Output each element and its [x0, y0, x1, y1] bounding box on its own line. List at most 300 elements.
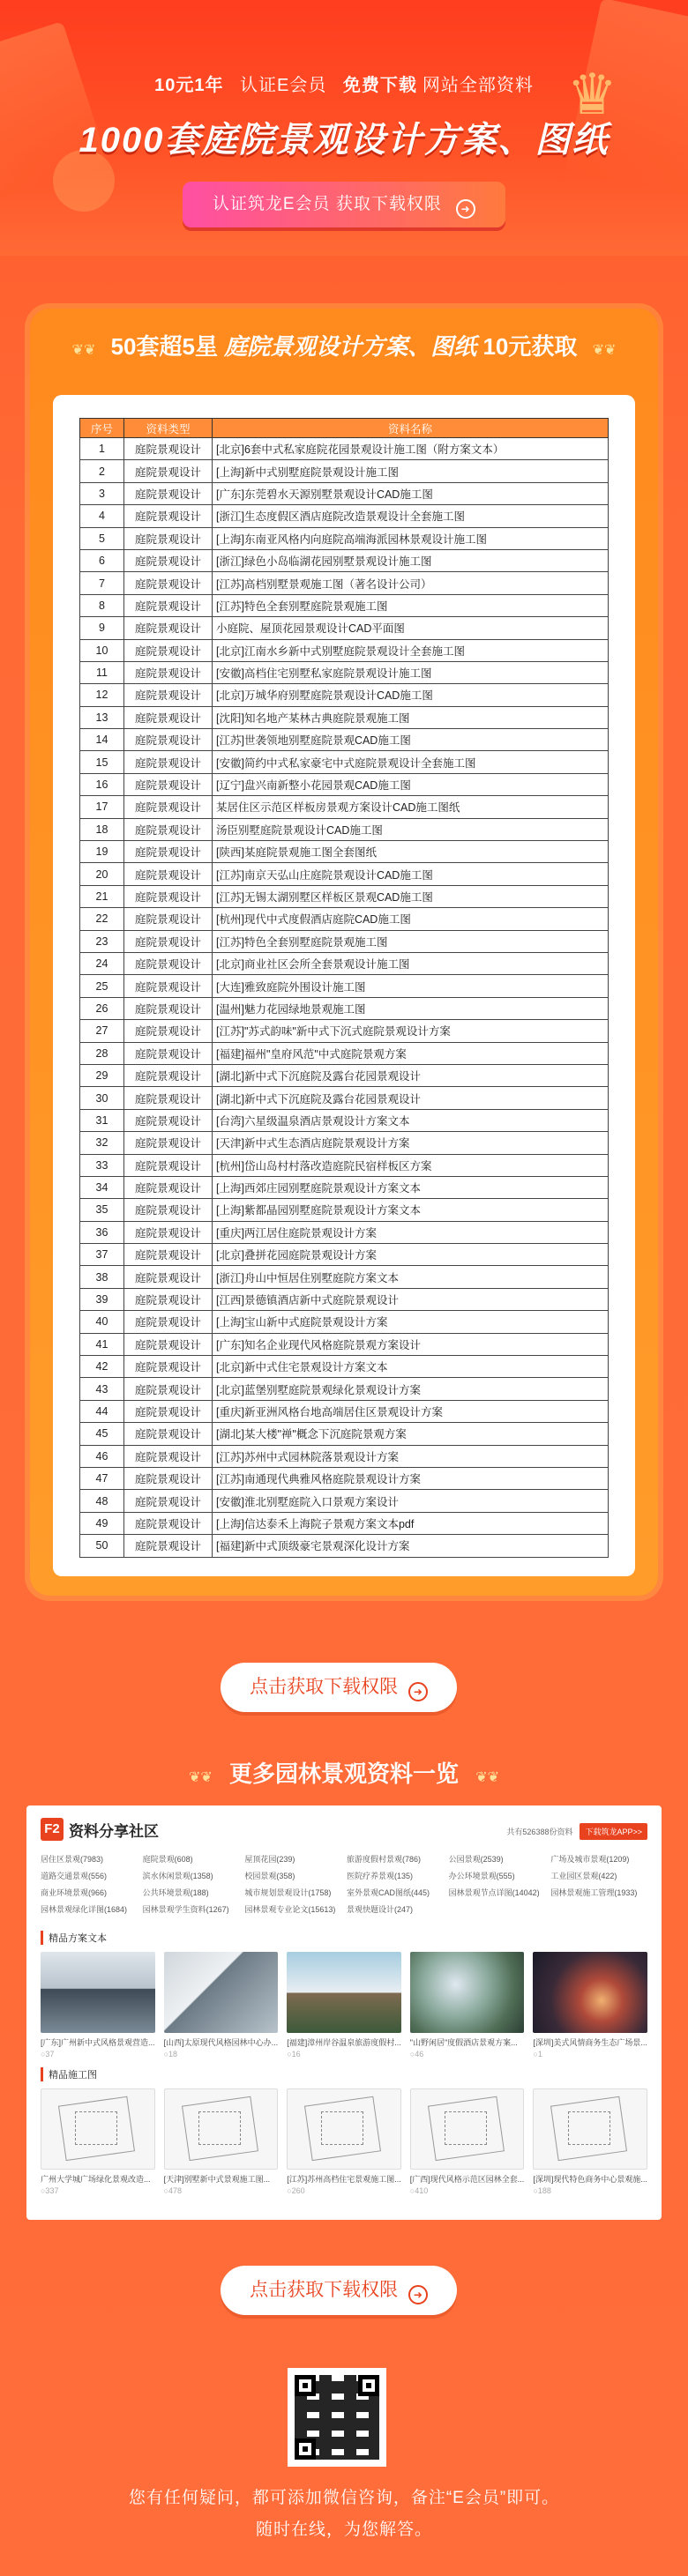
cell-type: 庭院景观设计: [124, 818, 213, 840]
cell-type: 庭院景观设计: [124, 1356, 213, 1378]
table-row[interactable]: [80, 729, 609, 751]
cell-index: 37: [80, 1244, 124, 1266]
cell-index: 17: [80, 796, 124, 818]
cell-index: 49: [80, 1512, 124, 1534]
hero-banner: [0, 0, 688, 256]
cell-index: 1: [80, 438, 124, 460]
category-link[interactable]: 道路交通景观(556): [41, 1872, 108, 1880]
leaf-left-icon: ❦❦: [71, 343, 96, 358]
cell-name: [江苏]苏州中式园林院落景观设计方案: [213, 1445, 609, 1467]
table-row[interactable]: [80, 1288, 609, 1310]
table-row[interactable]: [80, 1176, 609, 1198]
get-download-button[interactable]: [221, 1663, 457, 1712]
table-row[interactable]: [80, 684, 609, 706]
cell-index: 7: [80, 572, 124, 594]
cell-type: 庭院景观设计: [124, 438, 213, 460]
cell-index: 5: [80, 527, 124, 549]
cell-name: [上海]东南亚风格内向庭院高端海派园林景观设计施工图: [213, 527, 609, 549]
cell-type: 庭院景观设计: [124, 1467, 213, 1489]
table-row[interactable]: [80, 1064, 609, 1086]
column-header-type: 资料类型: [124, 419, 213, 438]
cell-type: 庭院景观设计: [124, 1109, 213, 1131]
cell-index: 22: [80, 908, 124, 930]
table-row[interactable]: [80, 773, 609, 795]
table-row[interactable]: [80, 1400, 609, 1422]
user-count: 共有526388份资料: [506, 1828, 573, 1836]
cell-name: [湖北]某大楼"禅"概念下沉庭院景观方案: [213, 1423, 609, 1445]
cell-index: 3: [80, 482, 124, 504]
resource-table-card: [53, 395, 635, 1576]
cell-type: 庭院景观设计: [124, 908, 213, 930]
table-row[interactable]: [80, 549, 609, 571]
cell-type: 庭院景观设计: [124, 549, 213, 571]
table-row[interactable]: [80, 796, 609, 818]
crown-icon: ♛: [566, 63, 617, 126]
thumbnail-card[interactable]: [164, 1952, 279, 2059]
category-link[interactable]: 滨水休闲景观(1358): [142, 1872, 213, 1880]
table-row[interactable]: [80, 617, 609, 639]
thumbnail-card[interactable]: [164, 2088, 279, 2195]
cell-name: [北京]6套中式私家庭院花园景观设计施工图（附方案文本）: [213, 438, 609, 460]
cell-name: [江苏]特色全套别墅庭院景观施工图: [213, 930, 609, 952]
table-row[interactable]: [80, 527, 609, 549]
category-link[interactable]: 园林景观施工管理(1933): [550, 1888, 638, 1897]
cell-index: 24: [80, 952, 124, 974]
cell-name: [北京]叠拼花园庭院景观设计方案: [213, 1244, 609, 1266]
cell-name: [北京]商业社区会所全套景观设计施工图: [213, 952, 609, 974]
drawing-section-title: 精品施工图: [41, 2067, 647, 2081]
thumbnail-image: [287, 2088, 401, 2170]
cell-index: 8: [80, 594, 124, 616]
cell-type: 庭院景观设计: [124, 661, 213, 683]
cell-type: 庭院景观设计: [124, 751, 213, 773]
resource-table: [79, 418, 609, 1558]
table-row[interactable]: [80, 818, 609, 840]
cell-index: 30: [80, 1087, 124, 1109]
cell-name: [上海]紫都晶园别墅庭院景观设计方案文本: [213, 1199, 609, 1221]
leaf-right-icon: ❦❦: [592, 343, 617, 358]
thumbnail-caption: [福建]漳州岸谷温泉旅游度假村...: [287, 2038, 401, 2047]
cell-type: 庭院景观设计: [124, 796, 213, 818]
cell-index: 19: [80, 841, 124, 863]
cell-name: [福建]新中式顶级豪宅景观深化设计方案: [213, 1535, 609, 1557]
leaf-right-icon: ❦❦: [475, 1770, 500, 1785]
get-download-label: 点击获取下载权限: [250, 1677, 399, 1697]
cell-name: [陕西]某庭院景观施工图全套图纸: [213, 841, 609, 863]
cell-index: 15: [80, 751, 124, 773]
table-row[interactable]: [80, 706, 609, 728]
cell-index: 13: [80, 706, 124, 728]
category-link[interactable]: 工业园区景观(422): [550, 1872, 617, 1880]
certify-member-button[interactable]: [183, 182, 505, 227]
thumbnail-views: ○16: [287, 2050, 301, 2059]
thumbnail-image: [533, 1952, 647, 2033]
cell-index: 40: [80, 1311, 124, 1333]
cell-type: 庭院景观设计: [124, 1311, 213, 1333]
panel-heading-prefix: 50套超5星: [110, 333, 218, 360]
cell-index: 9: [80, 617, 124, 639]
table-row[interactable]: [80, 1311, 609, 1333]
category-link[interactable]: 城市规划景观设计(1758): [244, 1888, 332, 1897]
cell-index: 6: [80, 549, 124, 571]
cell-index: 14: [80, 729, 124, 751]
table-row[interactable]: [80, 1423, 609, 1445]
scheme-thumbnails: [41, 1952, 647, 2059]
table-row[interactable]: [80, 1378, 609, 1400]
table-row[interactable]: [80, 594, 609, 616]
table-row[interactable]: [80, 1244, 609, 1266]
category-link[interactable]: 医院疗养景观(135): [346, 1872, 413, 1880]
table-row[interactable]: [80, 1199, 609, 1221]
cell-index: 36: [80, 1221, 124, 1243]
category-grid: [41, 1853, 647, 1915]
thumbnail-image: [410, 2088, 525, 2170]
cell-index: 20: [80, 863, 124, 885]
cell-name: [上海]信达泰禾上海院子景观方案文本pdf: [213, 1512, 609, 1534]
category-link[interactable]: 园林景观专业论文(15613): [244, 1905, 336, 1914]
cell-type: 庭院景观设计: [124, 1244, 213, 1266]
table-row[interactable]: [80, 482, 609, 504]
table-row[interactable]: [80, 639, 609, 661]
cell-index: 39: [80, 1288, 124, 1310]
thumbnail-card[interactable]: [41, 1952, 155, 2059]
cell-type: 庭院景观设计: [124, 639, 213, 661]
get-download-button[interactable]: [221, 2266, 457, 2315]
table-row[interactable]: [80, 1490, 609, 1512]
category-link[interactable]: 办公环境景观(555): [448, 1872, 515, 1880]
page-title: 1000套庭院景观设计方案、图纸: [79, 121, 609, 160]
cell-index: 21: [80, 885, 124, 907]
thumbnail-caption: [广西]现代风格示范区园林全套...: [409, 2175, 525, 2184]
category-link[interactable]: 广场及城市景观(1209): [550, 1855, 630, 1864]
thumbnail-views: ○188: [533, 2186, 551, 2195]
cell-name: [安徽]简约中式私家豪宅中式庭院景观设计全套施工图: [213, 751, 609, 773]
thumbnail-card[interactable]: [410, 1952, 525, 2059]
table-row[interactable]: [80, 1042, 609, 1064]
cell-name: [台湾]六星级温泉酒店景观设计方案文本: [213, 1109, 609, 1131]
thumbnail-caption: [深圳]美式风情商务生态广场景...: [533, 2038, 647, 2047]
table-row[interactable]: [80, 1467, 609, 1489]
cell-index: 26: [80, 997, 124, 1019]
cell-index: 50: [80, 1535, 124, 1557]
cell-type: 庭院景观设计: [124, 952, 213, 974]
table-row[interactable]: [80, 1087, 609, 1109]
thumbnail-views: ○18: [163, 2050, 178, 2059]
table-row[interactable]: [80, 751, 609, 773]
cell-type: 庭院景观设计: [124, 505, 213, 527]
cell-name: [重庆]两江居住庭院景观设计方案: [213, 1221, 609, 1243]
category-link[interactable]: 校园景观(358): [244, 1872, 295, 1880]
table-row[interactable]: [80, 1109, 609, 1131]
cell-name: [福建]福州"皇府风范"中式庭院景观方案: [213, 1042, 609, 1064]
thumbnail-views: ○46: [409, 2050, 424, 2059]
table-row[interactable]: [80, 997, 609, 1019]
promo-rest: 网站全部资料: [422, 76, 534, 95]
cell-name: [湖北]新中式下沉庭院及露台花园景观设计: [213, 1064, 609, 1086]
category-link[interactable]: 公园景观(2539): [448, 1855, 504, 1864]
cell-index: 44: [80, 1400, 124, 1422]
qr-corner: [358, 2375, 379, 2396]
cell-index: 33: [80, 1154, 124, 1176]
cell-name: [沈阳]知名地产某林古典庭院景观施工图: [213, 706, 609, 728]
leaf-left-icon: ❦❦: [188, 1770, 213, 1785]
cell-type: 庭院景观设计: [124, 1512, 213, 1534]
category-link[interactable]: 公共环境景观(188): [142, 1888, 209, 1897]
cell-type: 庭院景观设计: [124, 1221, 213, 1243]
table-row[interactable]: [80, 460, 609, 482]
thumbnail-card[interactable]: [41, 2088, 155, 2195]
table-header-row: [80, 419, 609, 438]
thumbnail-image: [533, 2088, 647, 2170]
cursor-click-icon: ➜: [408, 1682, 428, 1701]
table-row[interactable]: [80, 1221, 609, 1243]
cell-type: 庭院景观设计: [124, 617, 213, 639]
cell-name: [上海]新中式别墅庭院景观设计施工图: [213, 460, 609, 482]
thumbnail-image: [41, 1952, 155, 2033]
cell-name: [温州]魅力花园绿地景观施工图: [213, 997, 609, 1019]
cell-type: 庭院景观设计: [124, 1333, 213, 1355]
cell-index: 31: [80, 1109, 124, 1131]
cell-type: 庭院景观设计: [124, 1266, 213, 1288]
thumbnail-card[interactable]: [287, 2088, 401, 2195]
cell-index: 48: [80, 1490, 124, 1512]
thumbnail-image: [164, 1952, 279, 2033]
cell-index: 12: [80, 684, 124, 706]
qr-corner: [295, 2375, 316, 2396]
thumbnail-card[interactable]: [287, 1952, 401, 2059]
cell-type: 庭院景观设计: [124, 482, 213, 504]
get-download-label: 点击获取下载权限: [250, 2280, 399, 2300]
community-brand-label: 资料分享社区: [69, 1822, 159, 1840]
thumbnail-card[interactable]: [533, 1952, 647, 2059]
thumbnail-views: ○1: [533, 2050, 542, 2059]
certify-member-label: 认证筑龙E会员 获取下载权限: [212, 195, 442, 213]
table-row[interactable]: [80, 1512, 609, 1534]
cell-type: 庭院景观设计: [124, 773, 213, 795]
column-header-name: 资料名称: [213, 419, 609, 438]
category-link[interactable]: 景观快题设计(247): [346, 1905, 413, 1914]
promo-free: 免费下载: [342, 76, 417, 95]
cell-name: [江西]景德镇酒店新中式庭院景观设计: [213, 1288, 609, 1310]
category-link[interactable]: 园林景观绿化详图(1684): [41, 1905, 128, 1914]
thumbnail-image: [410, 1952, 525, 2033]
cell-index: 35: [80, 1199, 124, 1221]
cell-name: [湖北]新中式下沉庭院及露台花园景观设计: [213, 1087, 609, 1109]
thumbnail-views: ○337: [41, 2186, 59, 2195]
cell-index: 43: [80, 1378, 124, 1400]
cell-type: 庭院景观设计: [124, 1020, 213, 1042]
cell-index: 25: [80, 975, 124, 997]
cell-type: 庭院景观设计: [124, 706, 213, 728]
category-link[interactable]: 商业环境景观(966): [41, 1888, 108, 1897]
cell-index: 29: [80, 1064, 124, 1086]
community-header-right: [506, 1823, 647, 1840]
cell-name: [杭州]岱山岛村村落改造庭院民宿样板区方案: [213, 1154, 609, 1176]
cell-type: 庭院景观设计: [124, 1378, 213, 1400]
cell-type: 庭院景观设计: [124, 1445, 213, 1467]
cell-name: [上海]宝山新中式庭院景观设计方案: [213, 1311, 609, 1333]
cell-name: [北京]万城华府别墅庭院景观设计CAD施工图: [213, 684, 609, 706]
category-link[interactable]: 居住区景观(7983): [41, 1855, 104, 1864]
cell-index: 46: [80, 1445, 124, 1467]
cell-type: 庭院景观设计: [124, 594, 213, 616]
thumbnail-card[interactable]: [410, 2088, 525, 2195]
cell-name: [江苏]无锡太湖别墅区样板区景观CAD施工图: [213, 885, 609, 907]
cell-index: 42: [80, 1356, 124, 1378]
thumbnail-caption: 广州大学城广场绿化景观改造...: [41, 2175, 151, 2184]
table-row[interactable]: [80, 885, 609, 907]
cell-type: 庭院景观设计: [124, 1132, 213, 1154]
thumbnail-caption: [天津]别墅新中式景观施工图...: [163, 2175, 271, 2184]
cell-type: 庭院景观设计: [124, 1423, 213, 1445]
cell-name: [辽宁]盘兴南新整小花园景观CAD施工图: [213, 773, 609, 795]
cell-type: 庭院景观设计: [124, 1176, 213, 1198]
cell-index: 23: [80, 930, 124, 952]
table-row[interactable]: [80, 438, 609, 460]
download-app-button[interactable]: 下载筑龙APP>>: [580, 1823, 647, 1840]
scheme-section-title: 精品方案文本: [41, 1931, 647, 1945]
category-link[interactable]: 园林景观学生资料(1267): [142, 1905, 229, 1914]
thumbnail-caption: [广东]广州新中式风格景观营造...: [41, 2038, 155, 2047]
cell-name: [安徽]淮北别墅庭院入口景观方案设计: [213, 1490, 609, 1512]
cell-name: [杭州]现代中式度假酒店庭院CAD施工图: [213, 908, 609, 930]
cell-index: 2: [80, 460, 124, 482]
table-row[interactable]: [80, 908, 609, 930]
thumbnail-views: ○260: [287, 2186, 305, 2195]
table-row[interactable]: [80, 572, 609, 594]
cell-type: 庭院景观设计: [124, 975, 213, 997]
category-link[interactable]: 屋顶花园(239): [244, 1855, 295, 1864]
promo-member: 认证E会员: [240, 76, 327, 95]
cell-type: 庭院景观设计: [124, 1154, 213, 1176]
thumbnail-image: [164, 2088, 279, 2170]
table-row[interactable]: [80, 1154, 609, 1176]
cell-type: 庭院景观设计: [124, 1199, 213, 1221]
cell-name: [江苏]"苏式韵味"新中式下沉式庭院景观设计方案: [213, 1020, 609, 1042]
cell-name: [大连]雅致庭院外围设计施工图: [213, 975, 609, 997]
cell-name: [广东]东莞碧水天源别墅景观设计CAD施工图: [213, 482, 609, 504]
cell-index: 28: [80, 1042, 124, 1064]
thumbnail-views: ○410: [409, 2186, 429, 2195]
cell-name: [广东]知名企业现代风格庭院景观方案设计: [213, 1333, 609, 1355]
cell-index: 38: [80, 1266, 124, 1288]
cell-name: [上海]西郊庄园别墅庭院景观设计方案文本: [213, 1176, 609, 1198]
thumbnail-views: ○478: [163, 2186, 183, 2195]
table-row[interactable]: [80, 975, 609, 997]
thumbnail-image: [41, 2088, 155, 2170]
cursor-click-icon: ➜: [456, 199, 475, 219]
category-link[interactable]: 园林景观节点详图(14042): [448, 1888, 540, 1897]
cell-type: 庭院景观设计: [124, 1042, 213, 1064]
panel-heading-suffix: 10元获取: [482, 333, 578, 360]
cell-type: 庭院景观设计: [124, 1490, 213, 1512]
cell-name: [天津]新中式生态酒店庭院景观设计方案: [213, 1132, 609, 1154]
cell-type: 庭院景观设计: [124, 684, 213, 706]
table-row[interactable]: [80, 1132, 609, 1154]
community-preview: [26, 1805, 662, 2220]
cell-index: 11: [80, 661, 124, 683]
cursor-click-icon: ➜: [408, 2285, 428, 2304]
thumbnail-views: ○37: [41, 2050, 55, 2059]
table-row[interactable]: [80, 1356, 609, 1378]
table-row[interactable]: [80, 505, 609, 527]
thumbnail-caption: "山野闲居"度假酒店景观方案...: [409, 2038, 518, 2047]
cell-name: [江苏]南通现代典雅风格庭院景观设计方案: [213, 1467, 609, 1489]
category-link[interactable]: 室外景观CAD图纸(445): [346, 1888, 430, 1897]
cell-index: 32: [80, 1132, 124, 1154]
thumbnail-caption: [山西]太原现代风格园林中心办...: [163, 2038, 279, 2047]
cell-name: [安徽]高档住宅别墅私家庭院景观设计施工图: [213, 661, 609, 683]
thumbnail-caption: [江苏]苏州高档住宅景观施工图...: [287, 2175, 401, 2184]
cell-type: 庭院景观设计: [124, 930, 213, 952]
cell-type: 庭院景观设计: [124, 841, 213, 863]
promo-price: 10元1年: [154, 76, 224, 95]
cell-type: 庭院景观设计: [124, 997, 213, 1019]
footer-note-2: 随时在线，为您解答。: [255, 2520, 432, 2539]
cell-name: [浙江]舟山中恒居住别墅庭院方案文本: [213, 1266, 609, 1288]
table-row[interactable]: [80, 1266, 609, 1288]
table-row[interactable]: [80, 863, 609, 885]
cell-name: [江苏]特色全套别墅庭院景观施工图: [213, 594, 609, 616]
promo-tagline: [0, 0, 688, 96]
cell-index: 16: [80, 773, 124, 795]
cell-name: 小庭院、屋顶花园景观设计CAD平面图: [213, 617, 609, 639]
cell-type: 庭院景观设计: [124, 885, 213, 907]
panel-heading-highlight: 庭院景观设计方案、图纸: [224, 333, 477, 360]
more-section-title: [0, 1756, 688, 1789]
cell-type: 庭院景观设计: [124, 527, 213, 549]
cell-name: 某居住区示范区样板房景观方案设计CAD施工图纸: [213, 796, 609, 818]
cell-name: [北京]江南水乡新中式别墅庭院景观设计全套施工图: [213, 639, 609, 661]
cell-index: 18: [80, 818, 124, 840]
category-link[interactable]: 旅游度假村景观(786): [346, 1855, 421, 1864]
table-row[interactable]: [80, 841, 609, 863]
table-row[interactable]: [80, 1445, 609, 1467]
cell-index: 47: [80, 1467, 124, 1489]
cell-name: [浙江]生态度假区酒店庭院改造景观设计全套施工图: [213, 505, 609, 527]
thumbnail-image: [287, 1952, 401, 2033]
table-row[interactable]: [80, 1333, 609, 1355]
cell-type: 庭院景观设计: [124, 1288, 213, 1310]
cell-index: 45: [80, 1423, 124, 1445]
table-row[interactable]: [80, 930, 609, 952]
cell-type: 庭院景观设计: [124, 863, 213, 885]
table-row[interactable]: [80, 661, 609, 683]
cell-name: [江苏]南京天弘山庄庭院景观设计CAD施工图: [213, 863, 609, 885]
cell-index: 34: [80, 1176, 124, 1198]
resource-panel: [30, 309, 658, 1596]
category-link[interactable]: 庭院景观(608): [142, 1855, 193, 1864]
cell-name: [江苏]世袭领地别墅庭院景观CAD施工图: [213, 729, 609, 751]
wechat-qr-code: [288, 2368, 386, 2467]
table-row[interactable]: [80, 952, 609, 974]
cell-type: 庭院景观设计: [124, 1087, 213, 1109]
thumbnail-card[interactable]: [533, 2088, 647, 2195]
table-row[interactable]: [80, 1020, 609, 1042]
cell-type: 庭院景观设计: [124, 460, 213, 482]
cell-name: 汤臣别墅庭院景观设计CAD施工图: [213, 818, 609, 840]
cell-type: 庭院景观设计: [124, 729, 213, 751]
cell-name: [江苏]高档别墅景观施工图（著名设计公司）: [213, 572, 609, 594]
cell-name: [北京]新中式住宅景观设计方案文本: [213, 1356, 609, 1378]
qr-corner: [295, 2438, 316, 2460]
cell-type: 庭院景观设计: [124, 1535, 213, 1557]
cell-index: 4: [80, 505, 124, 527]
cell-type: 庭院景观设计: [124, 1400, 213, 1422]
cell-index: 10: [80, 639, 124, 661]
table-row[interactable]: [80, 1535, 609, 1557]
cell-index: 27: [80, 1020, 124, 1042]
